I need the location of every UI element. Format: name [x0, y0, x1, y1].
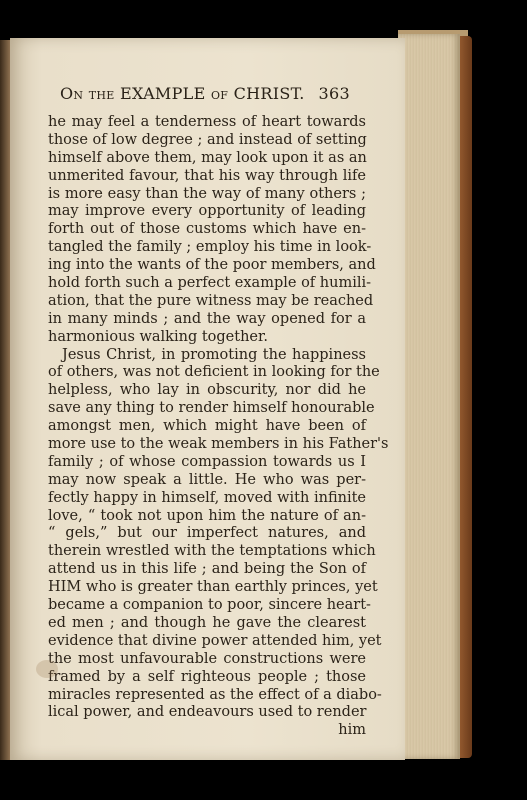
text-line: save any thing to render himself honourable — [48, 400, 375, 417]
paragraph-start-line: Jesus Christ, in promoting the happiness — [62, 346, 366, 363]
page-block-edge — [398, 34, 460, 759]
text-line: harmonious walking together. — [48, 328, 268, 345]
text-line: of others, was not deficient in looking for the — [48, 364, 380, 381]
text-line: ation, that the pure witness may be reached — [48, 292, 374, 309]
catchword: him — [338, 722, 366, 739]
paper-stain — [36, 660, 58, 678]
text-line: lical power, and endeavours used to render — [48, 704, 367, 721]
running-head-title: On the EXAMPLE of CHRIST. — [60, 84, 305, 103]
text-line: tangled the family ; employ his time in look- — [48, 239, 372, 256]
text-line: framed by a self righteous people ; those — [48, 668, 366, 685]
text-line: fectly happy in himself, moved with infinite — [48, 489, 366, 506]
text-line: more use to the weak members in his Father's — [48, 436, 389, 453]
text-line: love, “ took not upon him the nature of an- — [48, 507, 366, 524]
text-line: forth out of those customs which have en- — [48, 221, 366, 238]
text-line: may improve every opportunity of leading — [48, 203, 366, 220]
text-line: helpless, who lay in obscurity, nor did he — [48, 382, 366, 399]
text-line: “ gels,” but our imperfect natures, and — [48, 525, 366, 542]
text-line: ing into the wants of the poor members, and — [48, 257, 376, 274]
text-line: family ; of whose compassion towards us I — [48, 453, 366, 470]
text-line: himself above them, may look upon it as an — [48, 149, 367, 166]
text-line: amongst men, which might have been of — [48, 418, 366, 435]
text-line: hold forth such a perfect example of humili- — [48, 275, 372, 292]
text-line: he may feel a tenderness of heart towards — [48, 114, 366, 130]
page-number: 363 — [318, 84, 350, 103]
text-line: in many minds ; and the way opened for a — [48, 310, 366, 327]
text-line: is more easy than the way of many others ; — [48, 185, 366, 202]
text-line: ed men ; and though he gave the clearest — [48, 614, 366, 631]
text-line: attend us in this life ; and being the Son of — [48, 561, 366, 578]
text-line: unmerited favour, that his way through life — [48, 167, 366, 184]
text-line: those of low degree ; and instead of setting — [48, 131, 367, 148]
running-head — [60, 84, 350, 103]
body-text — [48, 114, 389, 740]
text-line: became a companion to poor, sincere heart- — [48, 597, 371, 614]
text-line: evidence that divine power attended him, yet — [48, 632, 382, 649]
text-line: may now speak a little. He who was per- — [48, 471, 366, 488]
text-line: therein wrestled with the temptations which — [48, 543, 376, 560]
text-line: the most unfavourable constructions were — [48, 650, 366, 667]
text-line: miracles represented as the effect of a diabo- — [48, 686, 382, 703]
text-line: HIM who is greater than earthly princes, yet — [48, 579, 378, 596]
